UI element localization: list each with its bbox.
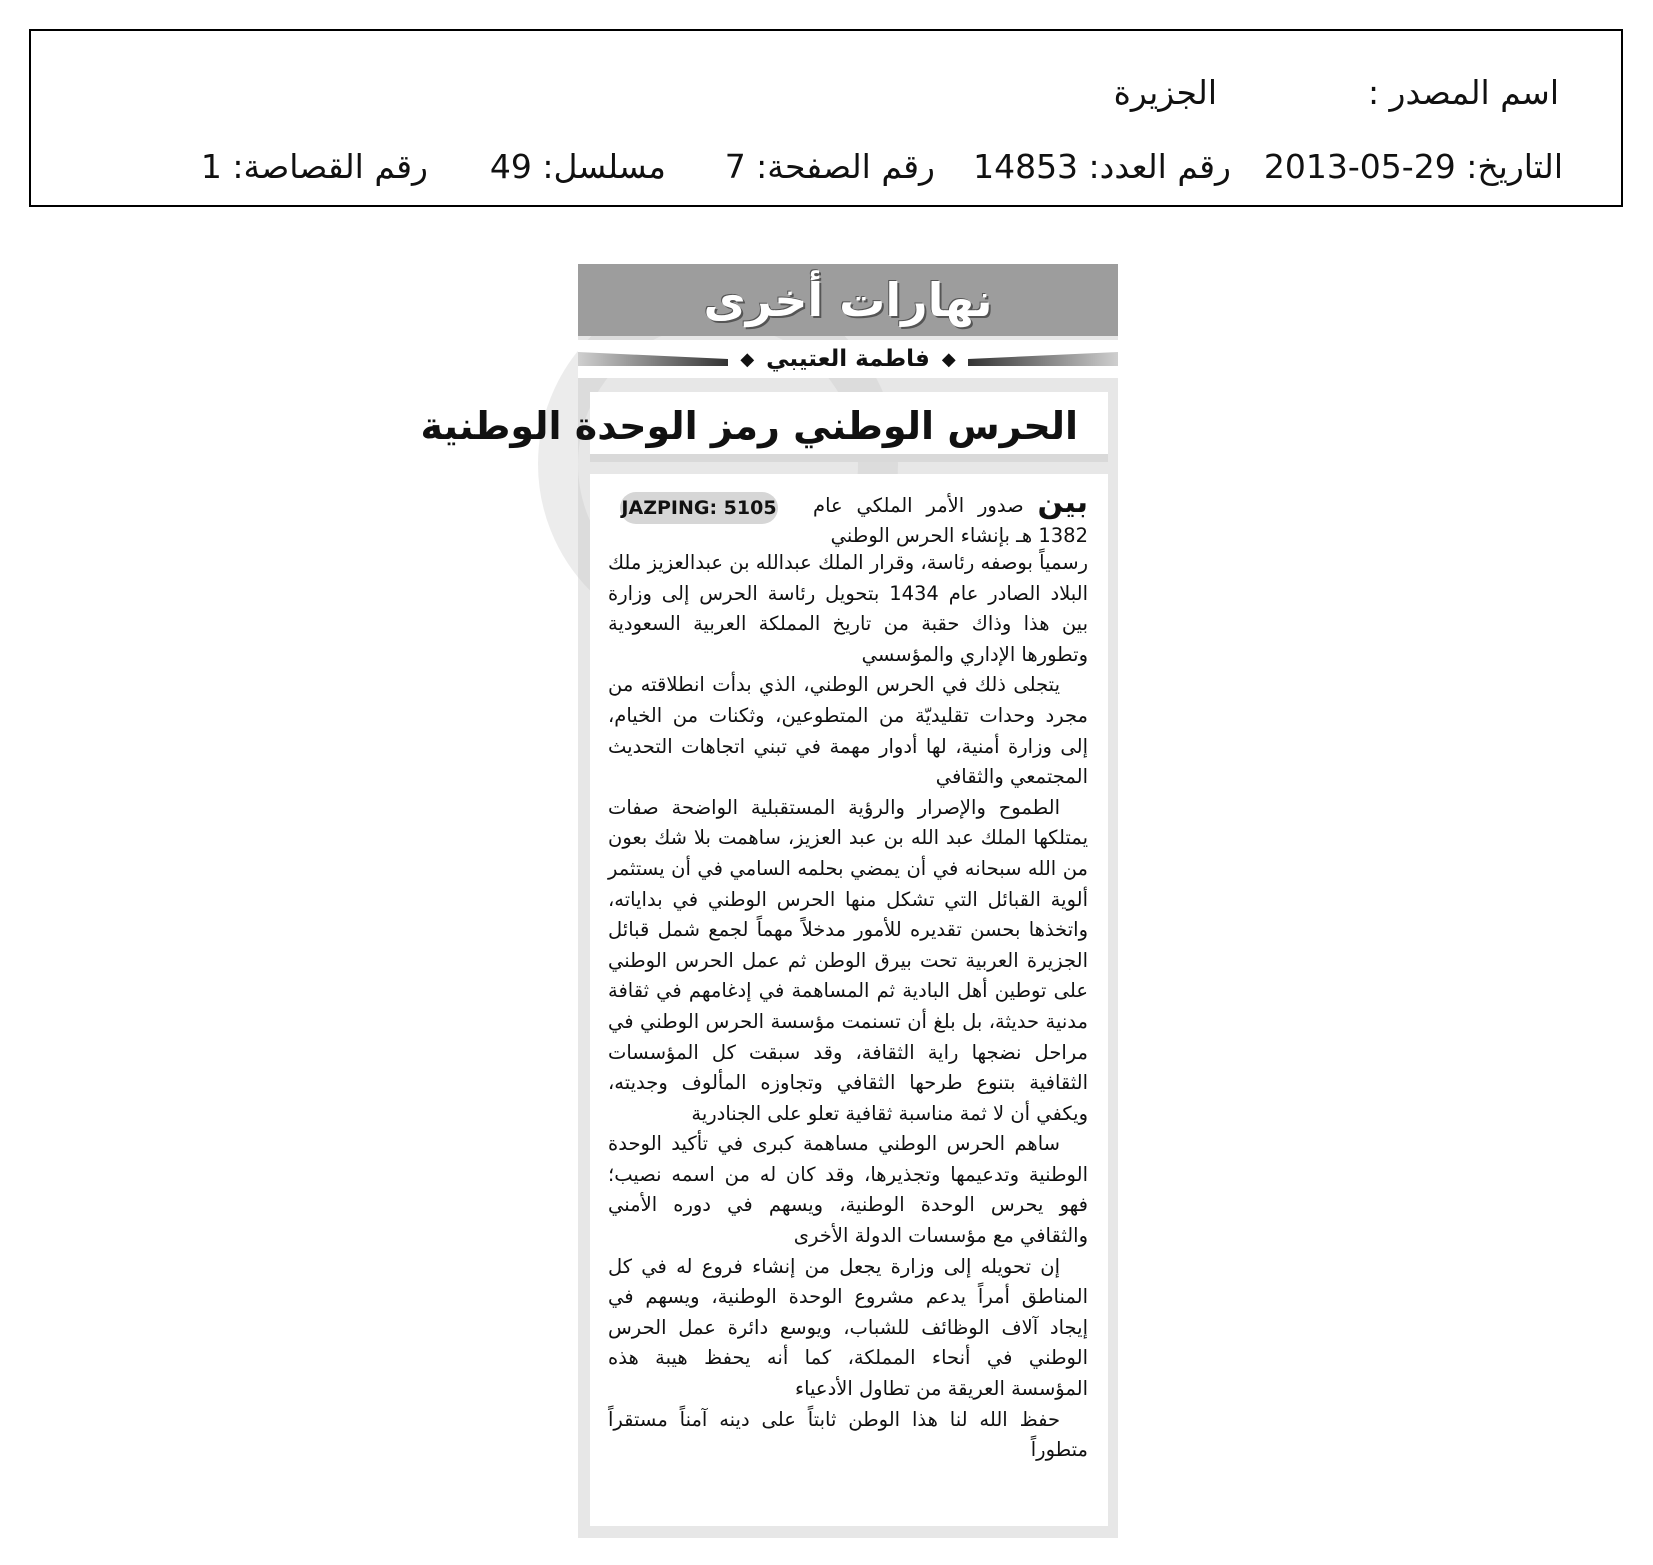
lead-text [813,485,1088,551]
serial-number-field: مسلسل: 49 [489,147,666,186]
author-line [728,340,968,378]
paragraph: الطموح والإصرار والرؤية المستقبلية الواضحة صفات يمتلكها الملك عبد الله بن عبد العزيز، ساهمت بلا شك بعون من الله سبحانه في أن يمضي بحلمه السامي في أن يستثمر ألوية القبائل التي تشكل منها الحرس الوطني في بداياته، واتخذها بحسن تقديره للأمور مدخلاً مهماً لجمع شمل قبائل الجزيرة العربية تحت بيرق الوطن ثم عمل الحرس الوطني على توطين أهل البادية ثم المساهمة في إدغامهم في ثقافة مدنية حديثة، بل بلغ أن تسنمت مؤسسة الحرس الوطني في مراحل نضجها راية الثقافة، وقد سبقت كل المؤسسات الثقافية بتنوع طرحها الثقافي وتجاوزه المألوف وجديته، ويكفي أن لا ثمة مناسبة ثقافية تعلو على الجنادرية [608,795,1088,1125]
diamond-icon: ◆ [941,348,956,370]
source-label: اسم المصدر : [1367,73,1559,112]
column-title: نهارات أخرى [703,273,993,327]
date-field: التاريخ: 29-05-2013 [1263,147,1563,186]
article-clipping [420,264,1118,1538]
column-banner [578,264,1118,336]
lead-first-word: بين [1037,485,1088,520]
paragraph: يتجلى ذلك في الحرس الوطني، الذي بدأت انطلاقته من مجرد وحدات تقليديّة من المتطوعين، وثكنات من الخيام، إلى وزارة أمنية، لها أدوار مهمة في تبني اتجاهات التحديث المجتمعي والثقافي [608,673,1088,789]
clipping-number-field: رقم القصاصة: 1 [200,147,428,186]
jazping-badge: JAZPING: 5105 [620,492,778,524]
decorative-wedge-left [578,352,728,366]
article-body [590,474,1108,1526]
headline: الحرس الوطني رمز الوحدة الوطنية [420,404,1078,448]
author-name: فاطمة العتيبي [766,346,930,372]
decorative-wedge-right [968,352,1118,366]
paragraph: حفظ الله لنا هذا الوطن ثابتاً على دينه آمناً مستقراً متطوراً [608,1407,1088,1462]
paragraph: رسمياً بوصفه رئاسة، وقرار الملك عبدالله بن عبدالعزيز ملك البلاد الصادر عام 1434 بتحويل رئاسة الحرس إلى وزارة بين هذا وذاك حقبة من تاريخ المملكة العربية السعودية وتطورها الإداري والمؤسسي [608,551,1089,666]
headline-box [420,392,1108,462]
source-value: الجزيرة [1113,73,1217,112]
paragraph: ساهم الحرس الوطني مساهمة كبرى في تأكيد الوحدة الوطنية وتدعيمها وتجذيرها، وقد كان له من اسمه نصيب؛ فهو يحرس الوحدة الوطنية، ويسهم في دوره الأمني والثقافي مع مؤسسات الدولة الأخرى [608,1132,1088,1248]
lead-rest: صدور الأمر الملكي عام 1382 هـ بإنشاء الحرس الوطني [813,494,1088,547]
source-metadata-box [29,29,1623,207]
diamond-icon: ◆ [740,348,755,370]
page-number-field: رقم الصفحة: 7 [724,147,935,186]
paragraph: إن تحويله إلى وزارة يجعل من إنشاء فروع له في كل المناطق أمراً يدعم مشروع الوحدة الوطنية، ويسهم في إيجاد آلاف الوظائف للشباب، ويوسع دائرة عمل الحرس الوطني في أنحاء المملكة، كما أنه يحفظ هيبة هذه المؤسسة العريقة من تطاول الأدعياء [608,1254,1088,1401]
issue-number-field: رقم العدد: 14853 [973,147,1231,186]
body-text [608,548,1088,1466]
author-row [578,340,1118,378]
